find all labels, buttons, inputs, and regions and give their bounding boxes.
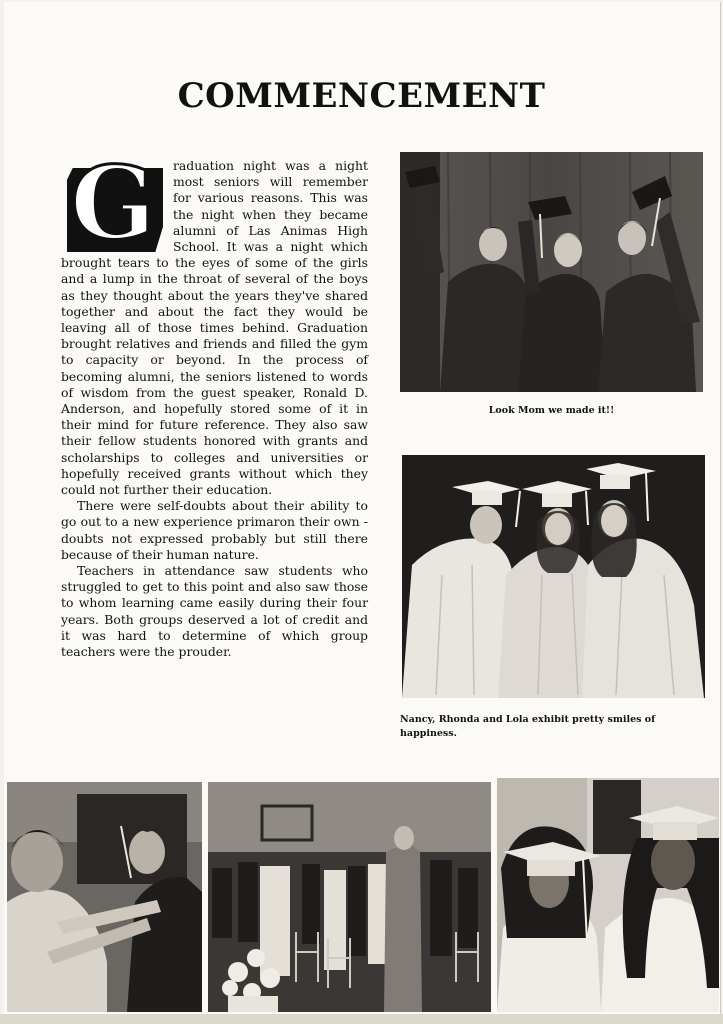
photo-caption-three-graduates: Nancy, Rhonda and Lola exhibit pretty smiles of happiness.	[400, 714, 656, 739]
photo-graduates-waving-caps-image	[400, 152, 703, 392]
article-paragraph-3: Teachers in attendance saw students who struggled to get to this point and also saw those to whom learning came easily during their four years. Both groups deserved a lot of credit and it was hard to determine of which group teachers were the prouder.	[61, 563, 368, 660]
photo-pinning-gown	[7, 782, 202, 1012]
page-bottom-edge	[0, 1014, 723, 1024]
photo-graduates-closeup-image	[497, 778, 719, 1012]
photo-three-graduates-white-gowns-image	[402, 455, 705, 698]
photo-gym-procession	[208, 782, 491, 1012]
article-paragraph-2: There were self-doubts about their ability to go out to a new experience primaron their own - doubts not expressed probably but still there because of their human nature.	[61, 498, 368, 562]
photo-graduates-closeup	[497, 778, 719, 1012]
photo-gym-procession-image	[208, 782, 491, 1012]
photo-caption-waving-caps: Look Mom we made it!!	[488, 405, 615, 416]
drop-cap	[61, 144, 165, 262]
photo-three-graduates-white-gowns	[402, 455, 705, 698]
drop-cap-letter: G	[70, 144, 156, 262]
page-title: COMMENCEMENT	[177, 76, 546, 116]
article-body	[61, 144, 368, 660]
photo-graduates-waving-caps	[400, 152, 703, 392]
article-paragraph-1: G raduation night was a night most seniors will remember for various reasons. This was the night when they became alumni of Las Animas High School. It was a night which brought tears to the eyes of some of the girls and a lump in the throat of several of the boys as they thought about the years they've shared together and about the fact they would be leaving all of those times behind. Graduation brought relatives and friends and filled the gym to capacity or beyond. In the process of becoming alumni, the seniors listened to words of wisdom from the guest speaker, Ronald D. Anderson, and hopefully stored some of it in their mind for future reference. They also saw their fellow students honored with grants and scholarships to colleges and universities or hopefully received grants without which they could not further their education.	[61, 144, 368, 498]
photo-pinning-gown-image	[7, 782, 202, 1012]
